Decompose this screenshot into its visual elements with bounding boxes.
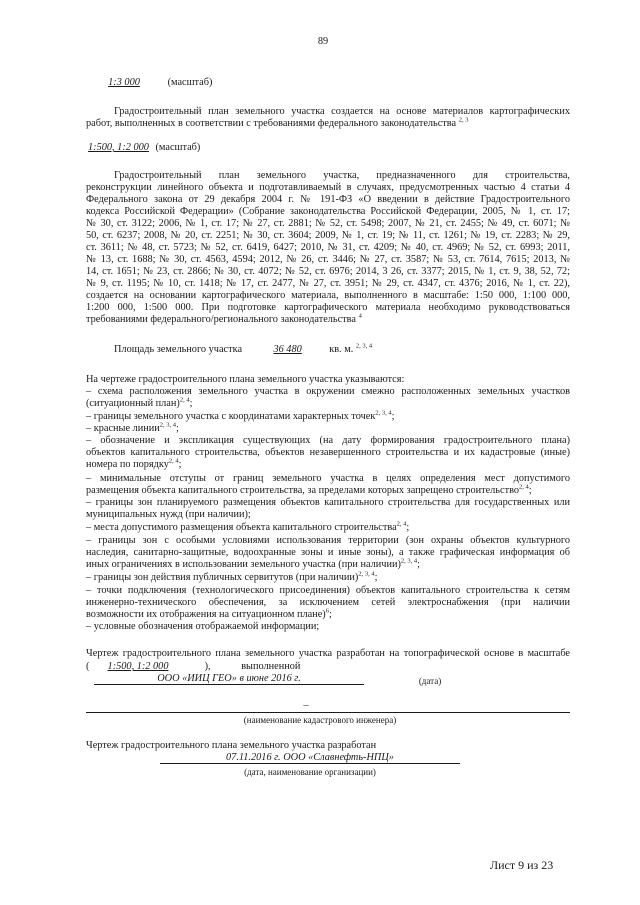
scale-line-1 (93, 77, 212, 89)
developer-line1: Чертеж градостроительного плана земельного участка разработан (86, 740, 377, 751)
para2-line-12 (86, 314, 570, 326)
item-4a: – обозначение и экспликация существующих (на дату формирования градостроительного плана) (86, 435, 570, 446)
para1-line1: Градостроительный план земельного участка создается на основе материалов картографических (114, 106, 570, 117)
scale-value-1: 1:3 000 (108, 77, 140, 88)
topo-open-paren: ( (86, 661, 90, 672)
item-8a: – границы зон с особыми условиями использования территории (зон охраны объектов культурного (86, 535, 570, 546)
para1-line2-text: работ, выполненных в соответствии с требованиями федерального законодательства (86, 118, 457, 129)
para1-footnote: 2, 3 (458, 116, 469, 124)
para2-line-1: реконструкции линейного объекта и подготавливаемый в случаях, предусмотренных частью 4 статьи 4 (86, 182, 570, 193)
item-7: – места допустимого размещения объекта капитального строительства$^{2, 4}$; (86, 520, 410, 533)
item-11: – условные обозначения отображаемой информации; (86, 621, 320, 632)
item-1b: (ситуационный план)$^{2, 4}$; (86, 396, 193, 409)
para2-line-7: № 13, ст. 1688; № 30, ст. 4563, 4594; 2012, № 26, ст. 3446; № 27, ст. 3587; № 53, ст. 7614, 7615; 2013, № (86, 254, 570, 265)
item-3-text: – красные линии (86, 423, 160, 434)
item-4c-text: номера по порядку (86, 459, 169, 470)
para2-line-11: 1:200 000, 1:500 000. При подготовке картографического материала необходимо руководствоваться (86, 302, 570, 313)
topo-close-paren: ), (204, 661, 211, 672)
topo-scale: 1:500, 1:2 000 (107, 661, 169, 672)
item-5a: – минимальные отступы от границ земельного участка в целях определения мест допустимого (86, 473, 570, 484)
item-2: – границы земельного участка с координатами характерных точек$^{2, 3, 4}$; (86, 409, 395, 422)
list-intro: На чертеже градостроительного плана земельного участка указываются: (86, 374, 405, 385)
item-5b: размещения объекта капитального строительства, за пределами которых запрещено строительство$^{2, 4}$; (86, 483, 532, 496)
area-label: Площадь земельного участка (114, 344, 243, 355)
item-4c-sup: 2, 4 (168, 457, 179, 465)
engineer-underline (86, 712, 570, 713)
para2-line-0: Градостроительный план земельного участка, предназначенного для строительства, (114, 170, 570, 181)
item-3: – красные линии$^{2, 3, 4}$; (86, 421, 179, 434)
item-7-sup: 2, 4 (396, 520, 407, 528)
item-4b: объектов капитального строительства, объектов незавершенного строительства и их кадастровые (иные) (86, 447, 570, 458)
para2-line-8: 14, ст. 1651; № 23, ст. 2866; № 30, ст. 4072; № 52, ст. 6976; 2014, 3 26, ст. 3377; 2015, № 1, ст. 9, 38, 52, 72; (86, 266, 570, 277)
area-unit: кв. м. (329, 344, 354, 355)
scale-label-2: (масштаб) (155, 142, 201, 153)
item-8b: наследия, санитарно-защитные, водоохранные зоны и иные зоны), а также графическая информация об (86, 547, 570, 558)
item-1b-sup: 2, 4 (179, 396, 190, 404)
scale-label-1: (масштаб) (167, 77, 213, 88)
item-9: – границы зон действия публичных сервитутов (при наличии)$^{2, 3, 4}$; (86, 570, 378, 583)
item-3-sup: 2, 3, 4 (159, 421, 177, 429)
para2-line-9: № 9, ст. 1195; № 10, ст. 1418; № 17, ст. 2477, № 27, ст. 3951; № 29, ст. 4347, ст. 4376; 2016, № 1, ст. 22), (86, 278, 570, 289)
topo-line2 (86, 661, 570, 685)
item-10b: инженерно-технического обеспечения, за исключением сетей электроснабжения (при наличии (86, 597, 570, 608)
scale-line-2 (88, 142, 200, 154)
item-1a: – схема расположения земельного участка в окружении смежно расположенных земельных участков (86, 386, 570, 397)
para2-line-5: 50, ст. 6237; 2008, № 20, ст. 2251; № 30, ст. 3604; 2009, № 1, ст. 19; № 11, ст. 1261; № 19, ст. 2283; № 29, (86, 230, 570, 241)
area-footnote: 2, 3, 4 (355, 342, 373, 350)
para2-line-6: ст. 3611; № 48, ст. 5723; № 52, ст. 6419, 6427; 2010, № 31, ст. 4209; № 40, ст. 4969; № 52, ст. 6993; 2011, (86, 242, 570, 253)
topo-line1: Чертеж градостроительного плана земельного участка разработан на топографической основе в масштабе (86, 648, 570, 659)
para2-last-text: требованиями федерального/регионального законодательства (86, 314, 356, 325)
item-10c-sup: 6 (325, 607, 329, 615)
page-number: 89 (317, 36, 329, 47)
engineer-caption: (наименование кадастрового инженера) (243, 715, 397, 725)
item-1b-text: (ситуационный план) (86, 398, 180, 409)
item-10c: возможности их отображения на ситуационном плане)$^6$; (86, 607, 332, 620)
developer-caption: (дата, наименование организации) (244, 767, 376, 777)
item-10c-text: возможности их отображения на ситуационном плане) (86, 609, 326, 620)
item-8c-sup: 2, 3, 4 (400, 557, 418, 565)
topo-done-label: выполненной (241, 661, 301, 672)
scale-value-2: 1:500, 1:2 000 (88, 142, 149, 153)
item-2-sup: 2, 3, 4 (375, 409, 392, 417)
para1-line2 (86, 118, 570, 130)
item-9-sup: 2, 3, 4 (358, 570, 375, 578)
item-4c: номера по порядку$^{2, 4}$; (86, 457, 182, 470)
item-10a: – точки подключения (технологического присоединения) объектов капитального строительства к сетям (86, 585, 570, 596)
item-8c: иных ограничениях в использовании земельного участка (при наличии)$^{2, 3, 4}$; (86, 557, 421, 570)
area-line (114, 344, 372, 356)
para2-line-3: кодекса Российской Федерации» (Собрание законодательства Российской Федерации, 2005, № 1, ст. 17; (86, 206, 570, 217)
developer-value: 07.11.2016 г. ООО «Славнефть-НПЦ» (160, 752, 460, 764)
item-9-text: – границы зон действия публичных сервитутов (при наличии) (86, 572, 359, 583)
topo-date-caption: (дата) (418, 676, 442, 686)
item-5b-text: размещения объекта капитального строительства, за пределами которых запрещено строительство (86, 485, 520, 496)
para2-footnote: 4 (358, 312, 362, 320)
para2-line-4: № 30, ст. 3122; 2006, № 1, ст. 17; № 27, ст. 2881; № 52, ст. 5498; 2007, № 21, ст. 2455; № 49, ст. 6071; № (86, 218, 570, 229)
item-8c-text: иных ограничениях в использовании земельного участка (при наличии) (86, 559, 401, 570)
item-2-text: – границы земельного участка с координатами характерных точек (86, 411, 376, 422)
sheet-number: Лист 9 из 23 (490, 858, 554, 872)
engineer-dash: – (303, 700, 309, 711)
item-7-text: – места допустимого размещения объекта капитального строительства (86, 522, 397, 533)
para2-line-10: создается на основании картографического материала, выполненного в масштабе: 1:50 000, 1:100 000, (86, 290, 570, 301)
area-value: 36 480 (273, 344, 302, 355)
topo-org: ООО «ИИЦ ГЕО» в июне 2016 г. (94, 673, 364, 685)
item-6b: муниципальных нужд (при наличии); (86, 509, 251, 520)
item-6a: – границы зон планируемого размещения объектов капитального строительства для государственных или (86, 497, 570, 508)
para2-line-2: Федерального закона от 29 декабря 2004 г. № 191-ФЗ «О введении в действие Градостроительного (86, 194, 570, 205)
item-5b-sup: 2, 4 (519, 483, 529, 491)
